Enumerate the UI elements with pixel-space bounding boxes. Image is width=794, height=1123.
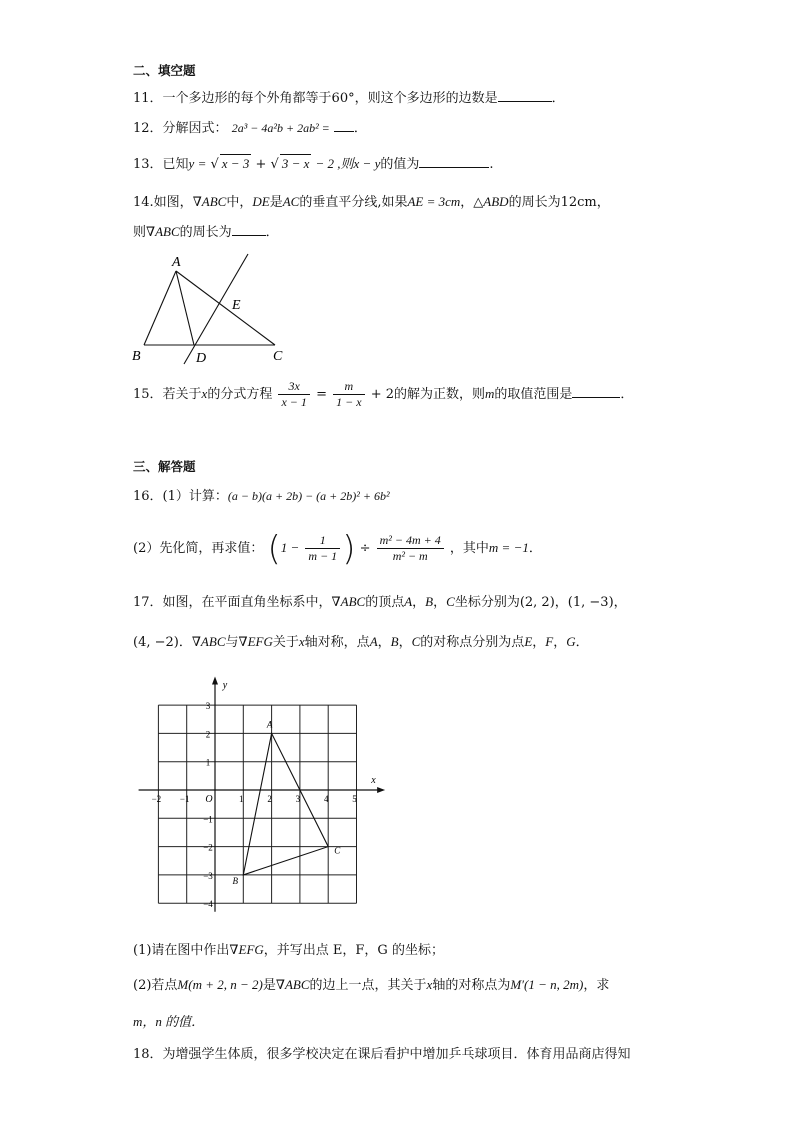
q13-tail: − 2 ,则 [315, 156, 354, 171]
q11-end: ． [551, 91, 565, 106]
coord-a: (2, 2) [519, 595, 555, 610]
vertex-label-a: A [266, 719, 273, 730]
var-x: x [426, 977, 433, 992]
q14-text: 14.如图， [133, 195, 193, 210]
question-17-part-1 [133, 941, 444, 960]
section-title: 二、填空题 [133, 63, 196, 78]
coord-m-prime: (1 − n, 2m) [524, 977, 584, 992]
q14-text: ， [460, 195, 474, 210]
q14-text: 的垂直平分线,如果 [299, 195, 408, 210]
q13-prefix: 13．已知 [133, 157, 189, 172]
q16-label: (2）先化简，再求值： [133, 541, 264, 556]
vertex-label-c: C [334, 845, 341, 856]
point-m-prime: M′ [510, 977, 525, 992]
q17-text: 坐标分别为 [454, 595, 520, 610]
q16-text: ，其中 [449, 541, 489, 556]
q17-text: (2)若点 [133, 978, 178, 993]
point-m: M [177, 977, 189, 992]
right-paren: ) [342, 528, 356, 569]
x-axis-arrow [377, 787, 385, 793]
equals-sign: = [316, 387, 327, 402]
point-g: G [566, 634, 576, 649]
triangle-abd: △ABD [473, 194, 509, 209]
one-minus: 1 − [280, 540, 300, 555]
y-tick-label: −4 [203, 899, 213, 910]
question-17-part-2: (2)若点M(m + 2, n − 2)是∇ABC的边上一点，其关于x轴的对称点为M′(1 − n, 2m)，求 [133, 977, 610, 993]
x-tick-label: −2 [151, 794, 162, 804]
q14-text: 是 [269, 195, 283, 210]
y-tick-label: −1 [203, 814, 213, 825]
q14-text: 中， [226, 195, 253, 210]
q12-end: ． [353, 121, 367, 136]
q15-plus-2: + 2 [370, 387, 394, 402]
point-e: E [524, 634, 533, 649]
label-a: A [172, 255, 181, 270]
y-tick-label: −2 [203, 842, 213, 853]
x-tick-label: 1 [239, 794, 244, 804]
q15-text: 15．若关于 [133, 387, 202, 402]
m-value: m = −1 [488, 540, 529, 555]
var-x: x [298, 634, 305, 649]
left-paren: ( [267, 528, 281, 569]
origin-label: O [205, 794, 213, 805]
q13-mid: 的值为 [380, 157, 420, 172]
triangle-efg: ∇EFG [229, 942, 264, 957]
label-e: E [232, 298, 241, 313]
y-tick-label: 3 [205, 701, 211, 712]
y-tick-label: 2 [205, 729, 211, 740]
fraction-1-over-m-minus-1: $\frac{1}{m - 1}$ [305, 533, 340, 564]
x-tick-label: 3 [295, 794, 301, 804]
vertex-label-b: B [232, 875, 239, 886]
q13-end: . [489, 157, 494, 172]
fraction-3x-over-x-minus-1: $\frac{3x}{x - 1}$ [278, 379, 309, 410]
triangle-abc: ∇ABC [192, 194, 227, 209]
triangle-abc: ∇ABC [331, 594, 366, 609]
fraction-quadratic: $\frac{\text{m² − 4m + 4}}{\text{m² − m}}$ [377, 533, 444, 564]
q14-end: ． [265, 225, 279, 240]
var-m: m [485, 386, 495, 401]
q13-radicand-1: x − 3 [221, 156, 250, 171]
y-tick-label: −3 [203, 870, 213, 881]
point-b: B [425, 594, 434, 609]
q15-end: ． [620, 387, 634, 402]
triangle-abc: ∇ABC [191, 634, 226, 649]
q18-text: 18．为增强学生体质，很多学校决定在课后看护中增加乒乓球项目．体育用品商店得知 [133, 1047, 631, 1062]
q15-text: 的分式方程 [207, 387, 273, 402]
q14-perimeter-value: 12cm [560, 195, 597, 210]
radical-sign: √ [210, 157, 219, 172]
q17-text: ，并写出点 E，F，G 的坐标； [263, 943, 444, 958]
divide-sign: ÷ [359, 541, 371, 556]
x-tick-label: 4 [323, 794, 329, 804]
label-c: C [273, 349, 283, 364]
triangle-abc: ∇ABC [275, 977, 310, 992]
q14-text: ， [596, 195, 610, 210]
q17-text: 的顶点 [365, 595, 405, 610]
question-18 [133, 1046, 631, 1064]
triangle-efg: ∇EFG [238, 634, 273, 649]
y-tick-label: 1 [205, 757, 211, 768]
x-tick-label: 5 [352, 794, 357, 804]
var-x: x [201, 386, 208, 401]
segment-ac: AC [282, 194, 300, 209]
q12-expression: 2a³ − 4a²b + 2ab² = [231, 121, 330, 135]
x-axis-label: x [371, 775, 376, 786]
x-tick-label: −1 [179, 794, 190, 804]
q13-x-minus-y: x − y [353, 156, 381, 171]
q17-text: (1)请在图中作出 [133, 943, 230, 958]
radical-sign: √ [270, 157, 279, 172]
segment-de: DE [252, 194, 270, 209]
q17-text: m，n 的值． [133, 1014, 205, 1029]
coord-b: (1, −3) [567, 595, 614, 610]
y-axis-arrow [212, 676, 218, 684]
q16-end: ． [528, 541, 542, 556]
label-d: D [196, 351, 207, 366]
q11-text: 11．一个多边形的每个外角都等于60°，则这个多边形的边数是 [133, 91, 498, 106]
label-b: B [132, 349, 141, 364]
coord-c: (4, −2) [133, 635, 179, 650]
q13-y-eq: y = [188, 156, 207, 171]
q14-text: 的周长为 [508, 195, 561, 210]
q15-text: 的解为正数，则 [393, 387, 485, 402]
question-17-line-1: 17．如图，在平面直角坐标系中，∇ABC的顶点A，B，C坐标分别为(2, 2)，(1, −3)， [133, 594, 627, 610]
fraction-m-over-1-minus-x: $\frac{m}{1 - x}$ [333, 379, 364, 410]
q12-prefix: 12．分解因式： [133, 121, 228, 136]
q14-text: 的周长为 [179, 225, 232, 240]
point-c: C [446, 594, 455, 609]
q14-ae-value: AE = 3cm [407, 194, 461, 209]
point-a: A [404, 594, 413, 609]
section-title: 三、解答题 [133, 459, 196, 474]
q16-expression: (a − b)(a + 2b) − (a + 2b)² + 6b² [227, 489, 390, 503]
triangle-abc [243, 733, 328, 875]
q17-text: 17．如图，在平面直角坐标系中， [133, 595, 332, 610]
y-axis-label: y [222, 680, 228, 692]
q14-text: 则 [133, 225, 147, 240]
x-tick-label: 2 [267, 794, 272, 804]
triangle-abc: ∇ABC [146, 224, 180, 239]
question-17-line-2: (4, −2)．∇ABC与∇EFG关于x轴对称，点A，B，C的对称点分别为点E，F，G． [133, 634, 589, 650]
q13-plus: + [255, 157, 267, 172]
point-f: F [545, 634, 554, 649]
coord-m: (m + 2, n − 2) [188, 977, 263, 992]
q16-label: 16．(1）计算： [133, 489, 228, 504]
question-17-part-2-line-2 [133, 1013, 204, 1032]
q13-radicand-2: 3 − x [281, 156, 310, 171]
q15-text: 的取值范围是 [494, 387, 573, 402]
